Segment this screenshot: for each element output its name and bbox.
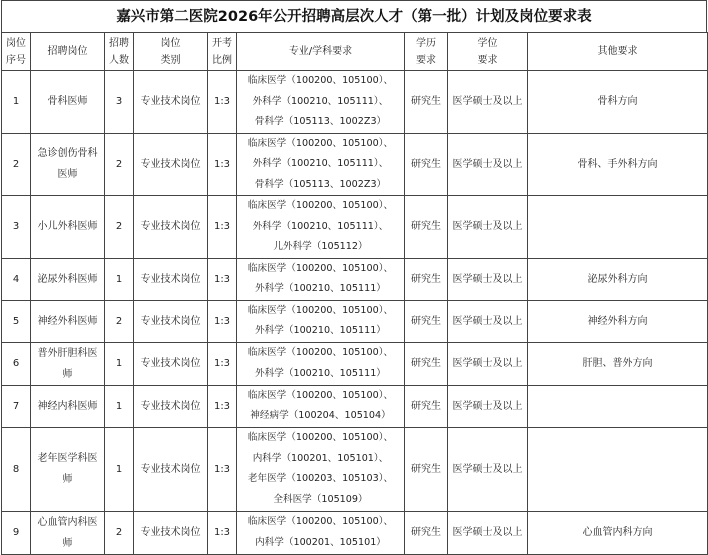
table-row [2, 511, 708, 554]
cell-major: 临床医学（100200、105100）、 神经病学（100204、105104） [237, 385, 405, 427]
cell-type: 专业技术岗位 [134, 300, 208, 342]
cell-degree: 医学硕士及以上 [448, 511, 528, 554]
cell-other [528, 385, 708, 427]
cell-count: 1 [105, 427, 134, 511]
cell-ratio: 1:3 [208, 342, 237, 385]
cell-other: 骨科、手外科方向 [528, 133, 708, 196]
cell-post: 泌尿外科医师 [31, 258, 105, 300]
cell-other: 神经外科方向 [528, 300, 708, 342]
cell-seq: 1 [2, 71, 31, 134]
cell-count: 1 [105, 385, 134, 427]
cell-other: 骨科方向 [528, 71, 708, 134]
cell-education: 研究生 [405, 342, 448, 385]
cell-major: 临床医学（100200、105100）、 外科学（100210、105111） [237, 342, 405, 385]
table-row [2, 133, 708, 196]
cell-count: 2 [105, 511, 134, 554]
header-row [2, 33, 708, 71]
cell-other: 心血管内科方向 [528, 511, 708, 554]
cell-education: 研究生 [405, 511, 448, 554]
cell-education: 研究生 [405, 133, 448, 196]
cell-seq: 3 [2, 196, 31, 259]
header-seq: 岗位 序号 [2, 33, 31, 71]
cell-count: 1 [105, 258, 134, 300]
cell-type: 专业技术岗位 [134, 427, 208, 511]
cell-seq: 7 [2, 385, 31, 427]
cell-education: 研究生 [405, 385, 448, 427]
cell-other: 肝胆、普外方向 [528, 342, 708, 385]
table-row [2, 342, 708, 385]
cell-education: 研究生 [405, 300, 448, 342]
cell-ratio: 1:3 [208, 427, 237, 511]
cell-ratio: 1:3 [208, 385, 237, 427]
table-row [2, 196, 708, 259]
cell-ratio: 1:3 [208, 511, 237, 554]
cell-major: 临床医学（100200、105100）、 外科学（100210、105111）、 骨科学（105113、1002Z3） [237, 71, 405, 134]
table-row [2, 427, 708, 511]
cell-ratio: 1:3 [208, 71, 237, 134]
table-title: 嘉兴市第二医院2026年公开招聘高层次人才（第一批）计划及岗位要求表 [1, 0, 707, 32]
header-education: 学历 要求 [405, 33, 448, 71]
cell-major: 临床医学（100200、105100）、 外科学（100210、105111）、 儿外科学（105112） [237, 196, 405, 259]
cell-post: 老年医学科医 师 [31, 427, 105, 511]
cell-post: 普外肝胆科医 师 [31, 342, 105, 385]
cell-major: 临床医学（100200、105100）、 内科学（100201、105101） [237, 511, 405, 554]
table-row [2, 300, 708, 342]
cell-type: 专业技术岗位 [134, 258, 208, 300]
cell-major: 临床医学（100200、105100）、 外科学（100210、105111）、 骨科学（105113、1002Z3） [237, 133, 405, 196]
cell-ratio: 1:3 [208, 258, 237, 300]
cell-degree: 医学硕士及以上 [448, 385, 528, 427]
cell-ratio: 1:3 [208, 300, 237, 342]
cell-major: 临床医学（100200、105100）、 外科学（100210、105111） [237, 258, 405, 300]
header-degree: 学位 要求 [448, 33, 528, 71]
cell-count: 2 [105, 300, 134, 342]
header-major: 专业/学科要求 [237, 33, 405, 71]
cell-degree: 医学硕士及以上 [448, 71, 528, 134]
cell-education: 研究生 [405, 71, 448, 134]
cell-major: 临床医学（100200、105100）、 外科学（100210、105111） [237, 300, 405, 342]
cell-seq: 8 [2, 427, 31, 511]
cell-type: 专业技术岗位 [134, 196, 208, 259]
cell-seq: 9 [2, 511, 31, 554]
cell-post: 神经内科医师 [31, 385, 105, 427]
cell-degree: 医学硕士及以上 [448, 427, 528, 511]
cell-degree: 医学硕士及以上 [448, 196, 528, 259]
recruitment-table [1, 32, 708, 555]
cell-ratio: 1:3 [208, 133, 237, 196]
cell-count: 3 [105, 71, 134, 134]
table-row [2, 385, 708, 427]
cell-degree: 医学硕士及以上 [448, 133, 528, 196]
recruitment-table-sheet [1, 0, 707, 555]
cell-education: 研究生 [405, 196, 448, 259]
cell-type: 专业技术岗位 [134, 385, 208, 427]
cell-post: 小儿外科医师 [31, 196, 105, 259]
cell-seq: 6 [2, 342, 31, 385]
cell-degree: 医学硕士及以上 [448, 342, 528, 385]
cell-degree: 医学硕士及以上 [448, 300, 528, 342]
header-other: 其他要求 [528, 33, 708, 71]
cell-ratio: 1:3 [208, 196, 237, 259]
cell-type: 专业技术岗位 [134, 342, 208, 385]
cell-count: 2 [105, 133, 134, 196]
header-ratio: 开考 比例 [208, 33, 237, 71]
cell-type: 专业技术岗位 [134, 133, 208, 196]
cell-count: 1 [105, 342, 134, 385]
cell-count: 2 [105, 196, 134, 259]
cell-post: 急诊创伤骨科 医师 [31, 133, 105, 196]
cell-type: 专业技术岗位 [134, 71, 208, 134]
cell-other [528, 427, 708, 511]
cell-education: 研究生 [405, 427, 448, 511]
cell-other [528, 196, 708, 259]
header-count: 招聘 人数 [105, 33, 134, 71]
cell-type: 专业技术岗位 [134, 511, 208, 554]
cell-major: 临床医学（100200、105100）、 内科学（100201、105101）、 老年医学（100203、105103）、 全科医学（105109） [237, 427, 405, 511]
cell-seq: 2 [2, 133, 31, 196]
cell-degree: 医学硕士及以上 [448, 258, 528, 300]
cell-education: 研究生 [405, 258, 448, 300]
cell-post: 骨科医师 [31, 71, 105, 134]
table-row [2, 71, 708, 134]
table-row [2, 258, 708, 300]
cell-seq: 4 [2, 258, 31, 300]
table-body [2, 71, 708, 555]
cell-post: 心血管内科医 师 [31, 511, 105, 554]
header-type: 岗位 类别 [134, 33, 208, 71]
cell-seq: 5 [2, 300, 31, 342]
header-post: 招聘岗位 [31, 33, 105, 71]
cell-other: 泌尿外科方向 [528, 258, 708, 300]
cell-post: 神经外科医师 [31, 300, 105, 342]
